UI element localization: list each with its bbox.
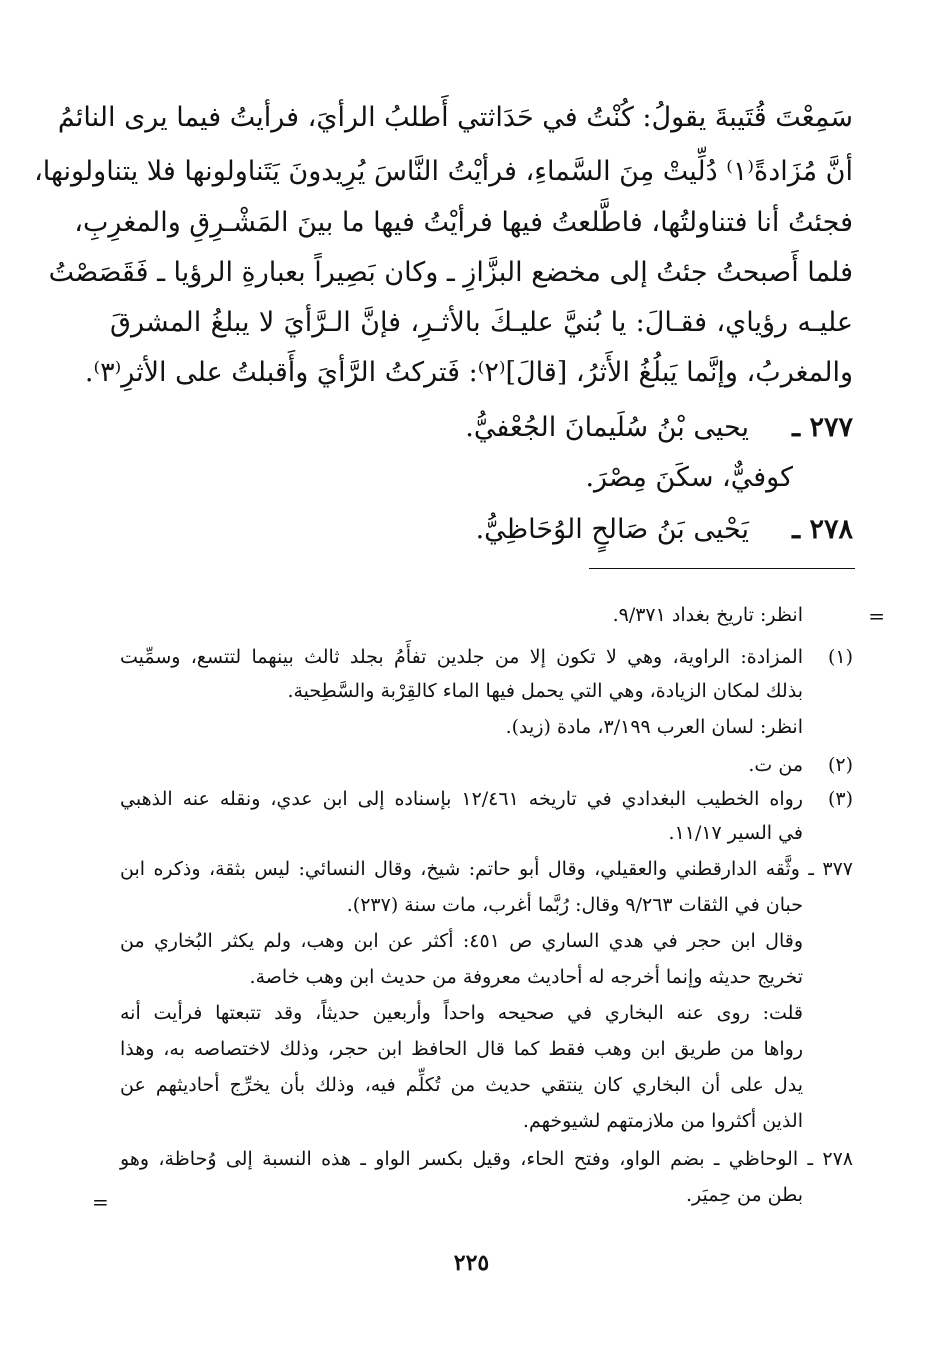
entry-note-278: ٢٧٨ ـ الوحاظي ـ بضم الواو، وفتح الحاء، وقيل بكسر الواو ـ هذه النسبة إلى وُحاظة، وهو [120, 1148, 853, 1170]
footnote-text: في السير ١١/١٧. [668, 822, 803, 844]
footnote-separator [589, 568, 855, 569]
continuation-mark-bottom: = [92, 1190, 109, 1214]
footnote-carryover: انظر: تاريخ بغداد ٩/٣٧١. [612, 604, 803, 626]
entry-note-277: ٣٧٧ ـ وثَّقه الدارقطني والعقيلي، وقال أبو حاتم: شيخ، وقال النسائي: ليس بثقة، وذكره ابن [120, 858, 853, 880]
entry-note-277: رواها من طريق ابن وهب فقط كما قال الحافظ ابن حجر، وذلك لاختصاصه به، وهذا [120, 1038, 803, 1060]
footnote-text: بذلك لمكان الزيادة، وهي التي يحمل فيها الماء كالقِرْبة والسَّطِحية. [287, 680, 803, 702]
main-text-line: سَمِعْتَ قُتَيبةَ يقولُ: كُنْتُ في حَدَاثتي أَطلبُ الرأيَ، فرأيتُ فيما يرى النائمُ [57, 102, 853, 133]
main-text-line: أنَّ مُزَادةً⁽١⁾ دُلِّيتْ مِنَ السَّماءِ، فرأيْتُ النَّاسَ يُرِيدونَ يَتَناولونها فلا يتناولونها، [34, 156, 853, 187]
entry-name: يحيى بْنُ سُلَيمانَ الجُعْفيُّ. [465, 412, 749, 443]
main-text-line: فجئتُ أنا فتناولتُها، فاطَّلعتُ فيها فرأيْتُ فيها ما بينَ المَشْـرِقِ والمغرِبِ، [74, 207, 853, 238]
entry-number: ٢٧٨ ـ [792, 514, 853, 545]
footnote-text: من ت. [748, 754, 803, 776]
entry-note-278: بطن من حِميَر. [685, 1184, 803, 1206]
page-number: ٢٢٥ [453, 1250, 490, 1276]
footnote-text: انظر: لسان العرب ٣/١٩٩، مادة (زيد). [505, 716, 803, 738]
entry-note-277: وقال ابن حجر في هدي الساري ص ٤٥١: أكثر عن ابن وهب، ولم يكثر البُخاري من [120, 930, 803, 952]
entry-note-277: الذين أكثروا من ملازمتهم لشيوخهم. [522, 1110, 803, 1132]
entry-note-277: تخريج حديثه وإنما أخرجه له أحاديث معروفة من حديث ابن وهب خاصة. [249, 966, 803, 988]
entry-note-277: يدل على أن البخاري كان ينتقي حديث من تُكلِّم فيه، وذلك بأن يخرِّج أحاديثهم عن [120, 1074, 803, 1096]
entry-note-277: حبان في الثقات ٩/٢٦٣ وقال: رُبَّما أغرب، مات سنة (٢٣٧). [346, 894, 803, 916]
main-text-line: والمغربُ، وإنَّما يَبلُغُ الأَثرُ، [قالَ]⁽٢⁾: فَتركتُ الرَّأيَ وأَقبلتُ على الأثرِ⁽٣⁾. [84, 357, 853, 388]
footnote-text: رواه الخطيب البغدادي في تاريخه ١٢/٤٦١ بإسناده إلى ابن عدي، ونقله عنه الذهبي [120, 788, 803, 810]
entry-number: ٢٧٧ ـ [792, 412, 853, 443]
entry-277-detail: كوفيٌّ، سكَنَ مِصْرَ. [585, 462, 793, 493]
entry-note-277: قلت: روى عنه البخاري في صحيحه واحداً وأربعين حديثاً، وقد تتبعتها فرأيت أنه [120, 1002, 803, 1024]
continuation-mark-top: = [868, 604, 885, 628]
footnote-text: المزادة: الراوية، وهي لا تكون إلا من جلدين تفأَمُ بجلد ثالث بينهما لتتسع، وسمِّيت [120, 646, 803, 668]
footnote-number: (٣) [827, 788, 853, 810]
entry-name: يَحْيى بَنُ صَالحٍ الوُحَاظِيُّ. [475, 514, 749, 545]
entry-277 [465, 412, 853, 443]
entry-278 [476, 514, 853, 545]
footnote-number: (٢) [827, 754, 853, 776]
main-text-line: فلما أَصبحتُ جئتُ إلى مخضع البزَّازِ ـ وكان بَصِيراً بعبارةِ الرؤيا ـ فَقَصَصْتُ [48, 257, 853, 288]
main-text-line: عليـه رؤياي، فقـالَ: يا بُنيَّ عليـكَ بالأثـرِ، فإنَّ الـرَّأيَ لا يبلغُ المشرقَ [110, 307, 853, 338]
footnote-number: (١) [827, 646, 853, 668]
